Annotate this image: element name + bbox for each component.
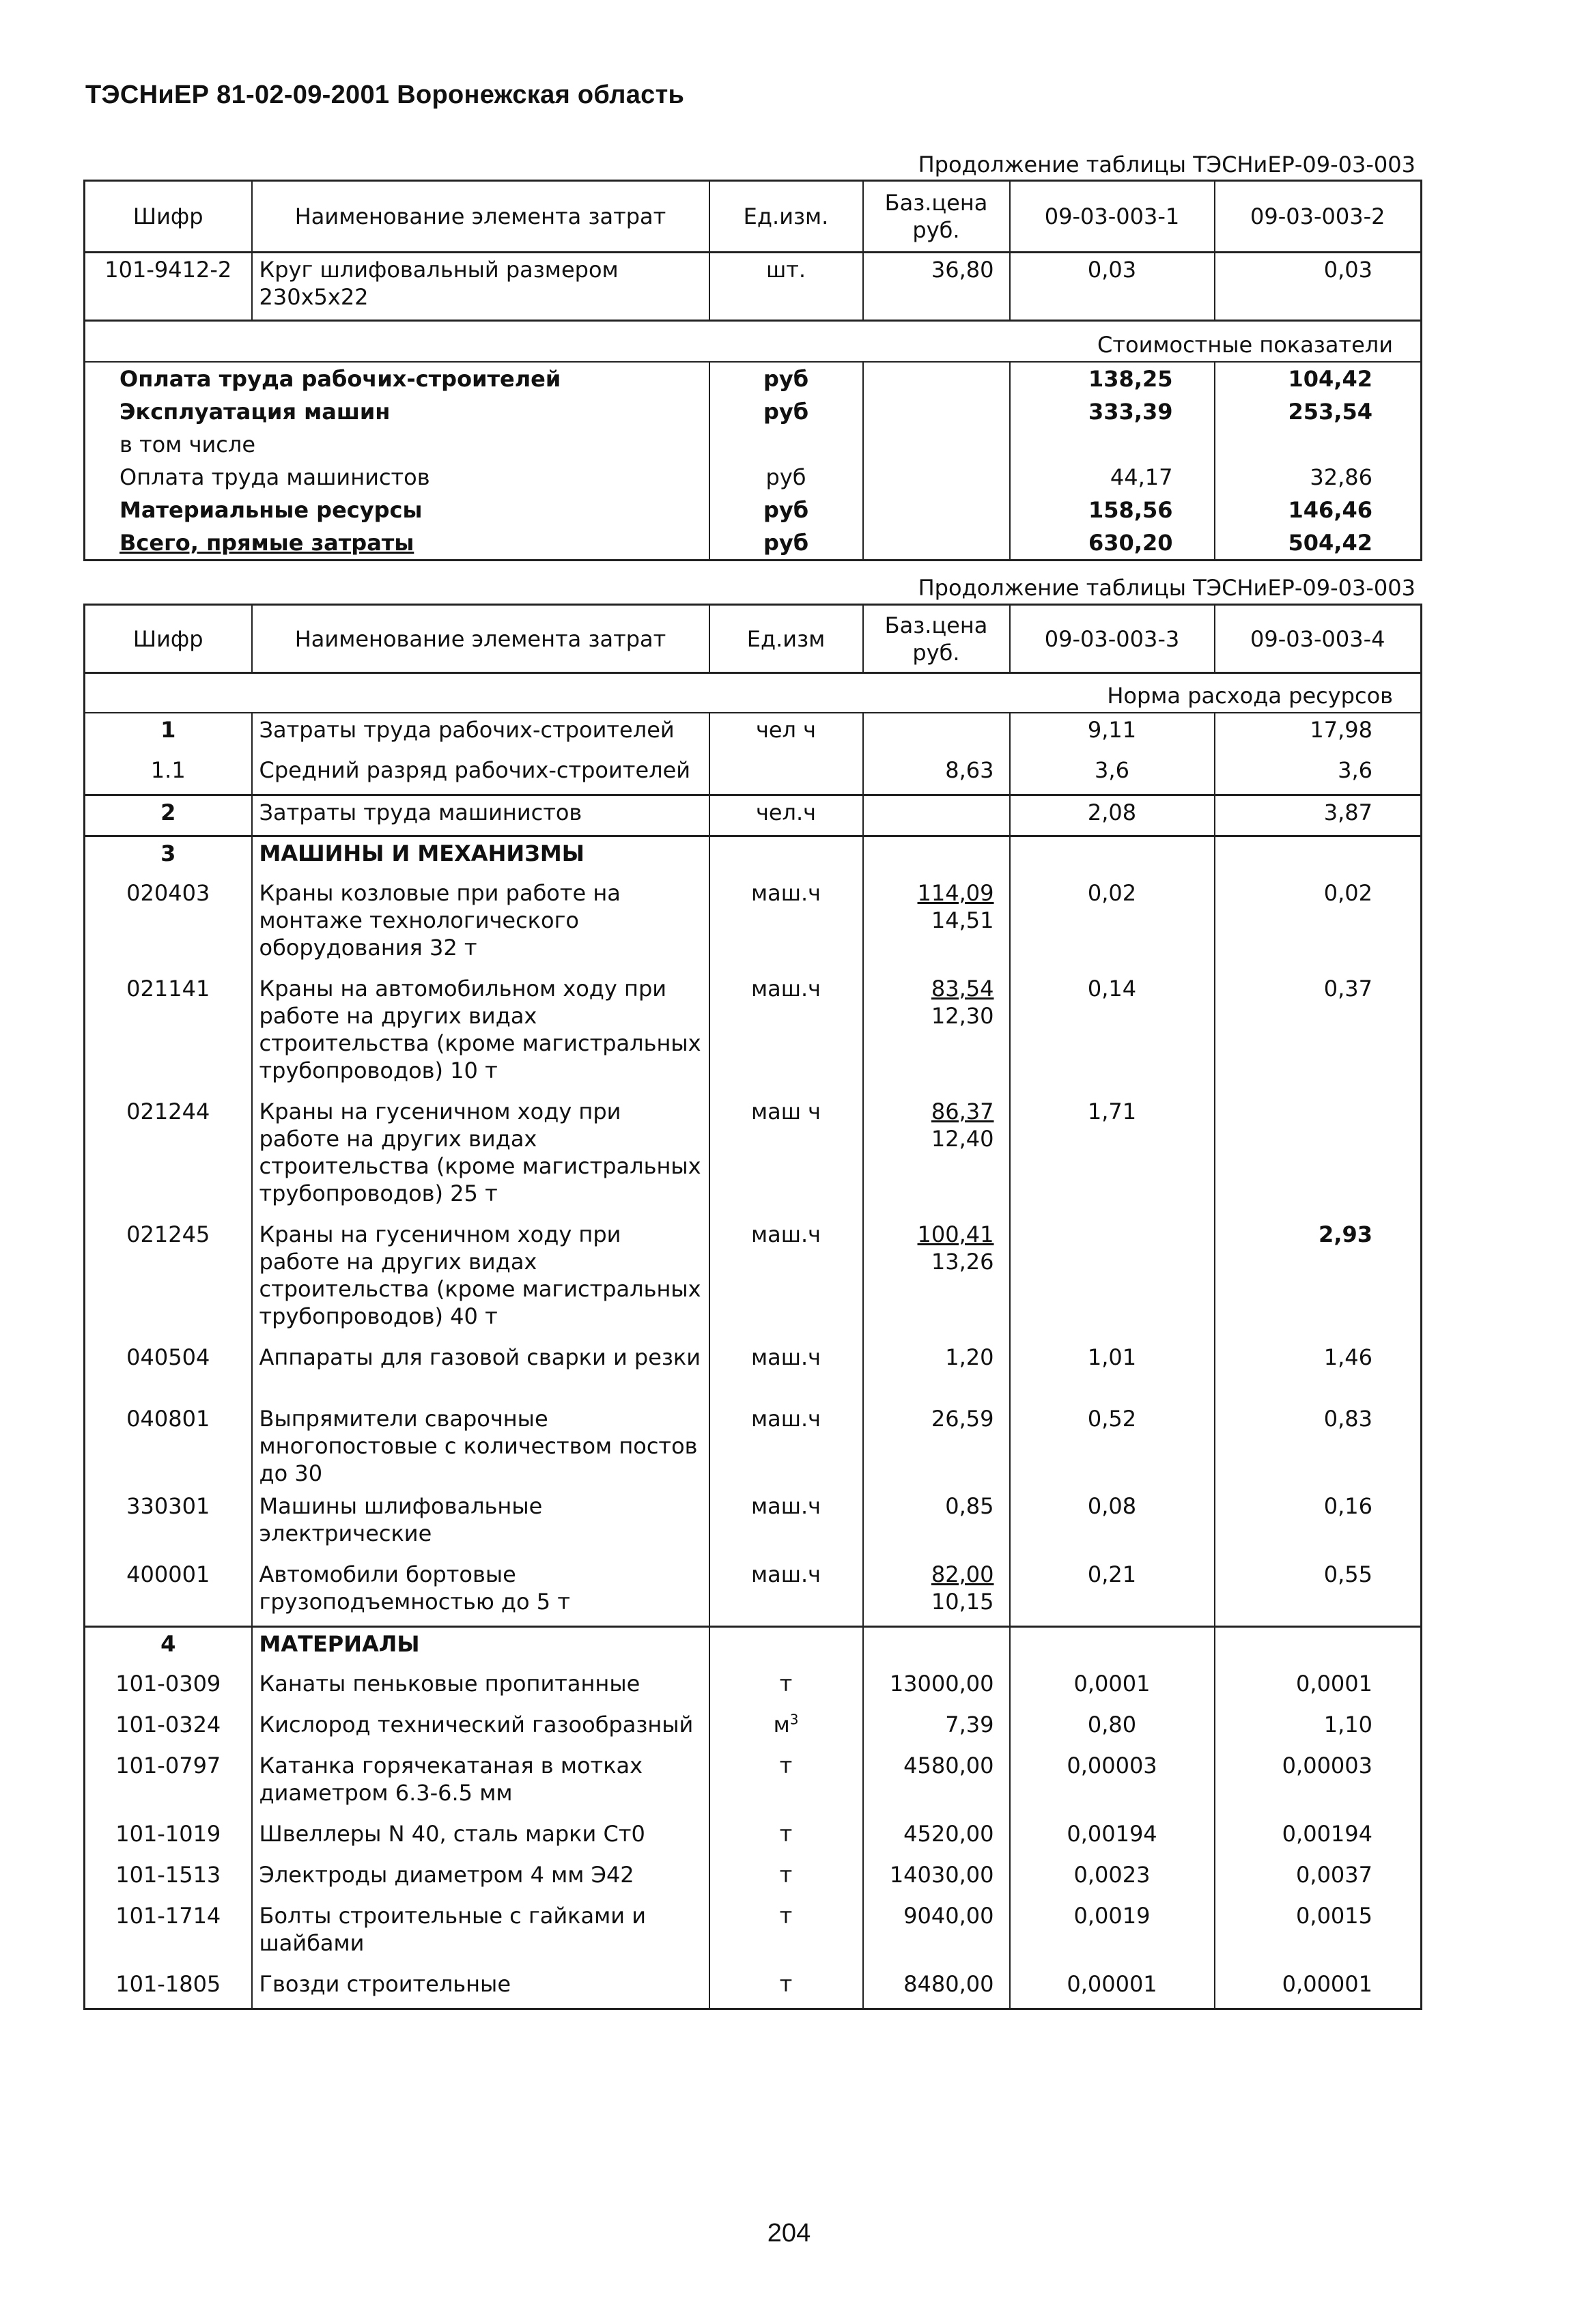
summary-label: Всего, прямые затраты	[85, 526, 709, 561]
row-code: 101-1805	[85, 1968, 252, 2009]
row-name: Катанка горячекатаная в мотках диаметром 6.3-6.5 мм	[252, 1749, 709, 1817]
row-value-2: 0,37	[1215, 972, 1422, 1095]
summary-price	[863, 428, 1010, 461]
row-price: 7,39	[863, 1708, 1010, 1749]
row-code: 020403	[85, 877, 252, 972]
table-row	[85, 877, 1422, 972]
section-code: 3	[85, 836, 252, 877]
summary-row	[85, 526, 1422, 561]
row-code: 400001	[85, 1558, 252, 1626]
row-price: 1,20	[863, 1341, 1010, 1389]
row-code: 040801	[85, 1389, 252, 1490]
row-value-2: 0,83	[1215, 1389, 1422, 1490]
summary-label: Эксплуатация машин	[85, 395, 709, 428]
summary-row	[85, 362, 1422, 395]
row-code: 1.1	[85, 754, 252, 795]
row-name: Краны козловые при работе на монтаже технологического оборудования 32 т	[252, 877, 709, 972]
price-value-2: 14,51	[931, 907, 994, 933]
row-value-1: 0,14	[1010, 972, 1215, 1095]
header-name: Наименование элемента затрат	[252, 181, 709, 253]
row-unit: чел ч	[709, 713, 863, 754]
summary-value-1: 630,20	[1010, 526, 1215, 561]
row-price	[863, 1218, 1010, 1341]
row-code: 101-1019	[85, 1817, 252, 1858]
row-name: Затраты труда машинистов	[252, 795, 709, 836]
summary-price	[863, 526, 1010, 561]
table-row	[85, 1341, 1422, 1389]
row-code: 021245	[85, 1218, 252, 1341]
table-row	[85, 1218, 1422, 1341]
summary-label: Оплата труда машинистов	[85, 461, 709, 494]
row-price: 0,85	[863, 1490, 1010, 1558]
header-unit: Ед.изм.	[709, 181, 863, 253]
header-price: Баз.цена руб.	[863, 605, 1010, 673]
price-value: 86,37	[931, 1099, 994, 1124]
table-row	[85, 1899, 1422, 1968]
row-value-1: 0,21	[1010, 1558, 1215, 1626]
summary-value-2: 504,42	[1215, 526, 1422, 561]
row-unit: маш.ч	[709, 1341, 863, 1389]
summary-row	[85, 395, 1422, 428]
summary-value-1: 138,25	[1010, 362, 1215, 395]
row-value-1: 0,00194	[1010, 1817, 1215, 1858]
header-name: Наименование элемента затрат	[252, 605, 709, 673]
summary-label: Материальные ресурсы	[85, 494, 709, 526]
row-name: Болты строительные с гайками и шайбами	[252, 1899, 709, 1968]
row-value-1: 3,6	[1010, 754, 1215, 795]
row-name: Средний разряд рабочих-строителей	[252, 754, 709, 795]
table-row	[85, 1968, 1422, 2009]
row-value-2: 0,0001	[1215, 1667, 1422, 1708]
row-value-2: 0,02	[1215, 877, 1422, 972]
table-row	[85, 1749, 1422, 1817]
summary-value-2	[1215, 428, 1422, 461]
row-price: 8480,00	[863, 1968, 1010, 2009]
row-unit: т	[709, 1749, 863, 1817]
table2	[83, 604, 1422, 2010]
row-unit	[709, 754, 863, 795]
row-value-2: 3,6	[1215, 754, 1422, 795]
row-value-1: 0,03	[1010, 253, 1215, 321]
summary-unit	[709, 428, 863, 461]
row-value-1: 2,08	[1010, 795, 1215, 836]
row-name: Машины шлифовальные электрические	[252, 1490, 709, 1558]
row-value-1: 1,01	[1010, 1341, 1215, 1389]
header-col1: 09-03-003-3	[1010, 605, 1215, 673]
row-code: 1	[85, 713, 252, 754]
row-unit: маш.ч	[709, 972, 863, 1095]
row-value-1: 0,0019	[1010, 1899, 1215, 1968]
price-value: 82,00	[931, 1561, 994, 1587]
row-unit: маш ч	[709, 1095, 863, 1218]
summary-unit: руб	[709, 362, 863, 395]
summary-row	[85, 494, 1422, 526]
price-value-2: 10,15	[931, 1589, 994, 1615]
table1-header-row	[85, 181, 1422, 253]
row-unit: чел.ч	[709, 795, 863, 836]
table-row	[85, 1858, 1422, 1899]
row-name: Краны на гусеничном ходу при работе на других видах строительства (кроме магистральных трубопроводов) 25 т	[252, 1095, 709, 1218]
header-price: Баз.цена руб.	[863, 181, 1010, 253]
row-value-1: 0,0001	[1010, 1667, 1215, 1708]
table-row	[85, 1558, 1422, 1626]
summary-row	[85, 461, 1422, 494]
row-price: 13000,00	[863, 1667, 1010, 1708]
row-value-2	[1215, 1095, 1422, 1218]
summary-value-2: 32,86	[1215, 461, 1422, 494]
row-unit	[709, 1708, 863, 1749]
table2-header-row	[85, 605, 1422, 673]
summary-value-1: 44,17	[1010, 461, 1215, 494]
row-name: Выпрямители сварочные многопостовые с количеством постов до 30	[252, 1389, 709, 1490]
row-price: 9040,00	[863, 1899, 1010, 1968]
row-value-1: 9,11	[1010, 713, 1215, 754]
row-unit: шт.	[709, 253, 863, 321]
table2-caption: Продолжение таблицы ТЭСНиЕР-09-03-003	[918, 575, 1415, 601]
summary-unit: руб	[709, 526, 863, 561]
section-code: 4	[85, 1626, 252, 1667]
row-unit: т	[709, 1817, 863, 1858]
price-value-2: 12,30	[931, 1003, 994, 1029]
row-code: 021141	[85, 972, 252, 1095]
row-value-1: 0,52	[1010, 1389, 1215, 1490]
row-price: 26,59	[863, 1389, 1010, 1490]
row-value-1: 0,80	[1010, 1708, 1215, 1749]
row-name: Электроды диаметром 4 мм Э42	[252, 1858, 709, 1899]
row-value-2: 0,00001	[1215, 1968, 1422, 2009]
row-price	[863, 1558, 1010, 1626]
summary-value-1	[1010, 428, 1215, 461]
row-unit: маш.ч	[709, 1389, 863, 1490]
row-value-2: 0,0015	[1215, 1899, 1422, 1968]
row-unit: т	[709, 1968, 863, 2009]
table-row	[85, 253, 1422, 321]
summary-label: Оплата труда рабочих-строителей	[85, 362, 709, 395]
row-price	[863, 1095, 1010, 1218]
section-band	[85, 673, 1422, 713]
row-name: Швеллеры N 40, сталь марки Ст0	[252, 1817, 709, 1858]
table-row	[85, 1817, 1422, 1858]
row-name: Краны на автомобильном ходу при работе на других видах строительства (кроме магистральных трубопроводов) 10 т	[252, 972, 709, 1095]
row-value-1: 0,00001	[1010, 1968, 1215, 2009]
price-value: 114,09	[917, 880, 994, 906]
row-code: 021244	[85, 1095, 252, 1218]
row-name: Автомобили бортовые грузоподъемностью до 5 т	[252, 1558, 709, 1626]
summary-row	[85, 428, 1422, 461]
row-value-1: 0,00003	[1010, 1749, 1215, 1817]
unit-superscript: 3	[789, 1711, 799, 1728]
row-code: 101-9412-2	[85, 253, 252, 321]
header-col2: 09-03-003-2	[1215, 181, 1422, 253]
row-price: 4580,00	[863, 1749, 1010, 1817]
row-price	[863, 972, 1010, 1095]
page-number: 204	[767, 2219, 811, 2248]
page-header: ТЭСНиЕР 81-02-09-2001 Воронежская область	[85, 81, 685, 109]
row-value-1: 1,71	[1010, 1095, 1215, 1218]
row-code: 101-0797	[85, 1749, 252, 1817]
section-label: Норма расхода ресурсов	[85, 673, 1422, 713]
header-code: Шифр	[85, 181, 252, 253]
row-code: 101-0309	[85, 1667, 252, 1708]
summary-unit: руб	[709, 494, 863, 526]
row-price	[863, 877, 1010, 972]
table-row	[85, 1490, 1422, 1558]
summary-label: в том числе	[85, 428, 709, 461]
row-unit: маш.ч	[709, 877, 863, 972]
row-value-2: 3,87	[1215, 795, 1422, 836]
table-row	[85, 795, 1422, 836]
row-price: 36,80	[863, 253, 1010, 321]
row-value-1: 0,02	[1010, 877, 1215, 972]
row-code: 2	[85, 795, 252, 836]
summary-unit: руб	[709, 395, 863, 428]
row-price: 8,63	[863, 754, 1010, 795]
header-col1: 09-03-003-1	[1010, 181, 1215, 253]
section-band	[85, 321, 1422, 363]
row-value-1: 0,08	[1010, 1490, 1215, 1558]
row-unit: т	[709, 1667, 863, 1708]
section-title: МАШИНЫ И МЕХАНИЗМЫ	[252, 836, 709, 877]
row-value-2: 2,93	[1215, 1218, 1422, 1341]
row-code: 040504	[85, 1341, 252, 1389]
row-unit: т	[709, 1899, 863, 1968]
header-code: Шифр	[85, 605, 252, 673]
section-heading-row	[85, 1626, 1422, 1667]
row-value-2: 0,03	[1215, 253, 1422, 321]
table-row	[85, 1708, 1422, 1749]
section-heading-row	[85, 836, 1422, 877]
row-value-2: 1,10	[1215, 1708, 1422, 1749]
row-name: Аппараты для газовой сварки и резки	[252, 1341, 709, 1389]
unit-text: $м^3$	[773, 1711, 799, 1738]
row-name: Канаты пеньковые пропитанные	[252, 1667, 709, 1708]
price-value-2: 13,26	[931, 1249, 994, 1275]
table-row	[85, 713, 1422, 754]
row-value-2: 0,0037	[1215, 1858, 1422, 1899]
row-price: 4520,00	[863, 1817, 1010, 1858]
row-value-2: 0,16	[1215, 1490, 1422, 1558]
table1-caption: Продолжение таблицы ТЭСНиЕР-09-03-003	[918, 152, 1415, 178]
row-name: Кислород технический газообразный	[252, 1708, 709, 1749]
row-code: 330301	[85, 1490, 252, 1558]
row-unit: т	[709, 1858, 863, 1899]
row-name: Круг шлифовальный размером 230х5х22	[252, 253, 709, 321]
summary-unit: руб	[709, 461, 863, 494]
summary-value-2: 146,46	[1215, 494, 1422, 526]
header-unit: Ед.изм	[709, 605, 863, 673]
table-row	[85, 1667, 1422, 1708]
price-value: 83,54	[931, 976, 994, 1002]
row-unit: маш.ч	[709, 1558, 863, 1626]
summary-price	[863, 494, 1010, 526]
table1	[83, 180, 1422, 561]
row-value-2: 1,46	[1215, 1341, 1422, 1389]
table-row	[85, 1095, 1422, 1218]
table-row	[85, 1389, 1422, 1490]
section-label: Стоимостные показатели	[85, 321, 1422, 363]
summary-value-1: 158,56	[1010, 494, 1215, 526]
price-value: 100,41	[917, 1221, 994, 1247]
summary-value-2: 253,54	[1215, 395, 1422, 428]
row-price: 14030,00	[863, 1858, 1010, 1899]
row-name: Гвозди строительные	[252, 1968, 709, 2009]
row-value-1: 0,0023	[1010, 1858, 1215, 1899]
row-price	[863, 713, 1010, 754]
row-code: 101-0324	[85, 1708, 252, 1749]
table-row	[85, 754, 1422, 795]
header-col2: 09-03-003-4	[1215, 605, 1422, 673]
row-value-2: 0,00194	[1215, 1817, 1422, 1858]
row-value-2: 0,00003	[1215, 1749, 1422, 1817]
row-name: Затраты труда рабочих-строителей	[252, 713, 709, 754]
row-code: 101-1513	[85, 1858, 252, 1899]
summary-price	[863, 461, 1010, 494]
row-value-2: 17,98	[1215, 713, 1422, 754]
row-unit: маш.ч	[709, 1218, 863, 1341]
table-row	[85, 972, 1422, 1095]
summary-price	[863, 395, 1010, 428]
row-price	[863, 795, 1010, 836]
summary-value-1: 333,39	[1010, 395, 1215, 428]
price-value-2: 12,40	[931, 1126, 994, 1152]
row-name: Краны на гусеничном ходу при работе на других видах строительства (кроме магистральных трубопроводов) 40 т	[252, 1218, 709, 1341]
section-title: МАТЕРИАЛЫ	[252, 1626, 709, 1667]
row-value-2: 0,55	[1215, 1558, 1422, 1626]
summary-price	[863, 362, 1010, 395]
row-code: 101-1714	[85, 1899, 252, 1968]
row-value-1	[1010, 1218, 1215, 1341]
summary-value-2: 104,42	[1215, 362, 1422, 395]
row-unit: маш.ч	[709, 1490, 863, 1558]
